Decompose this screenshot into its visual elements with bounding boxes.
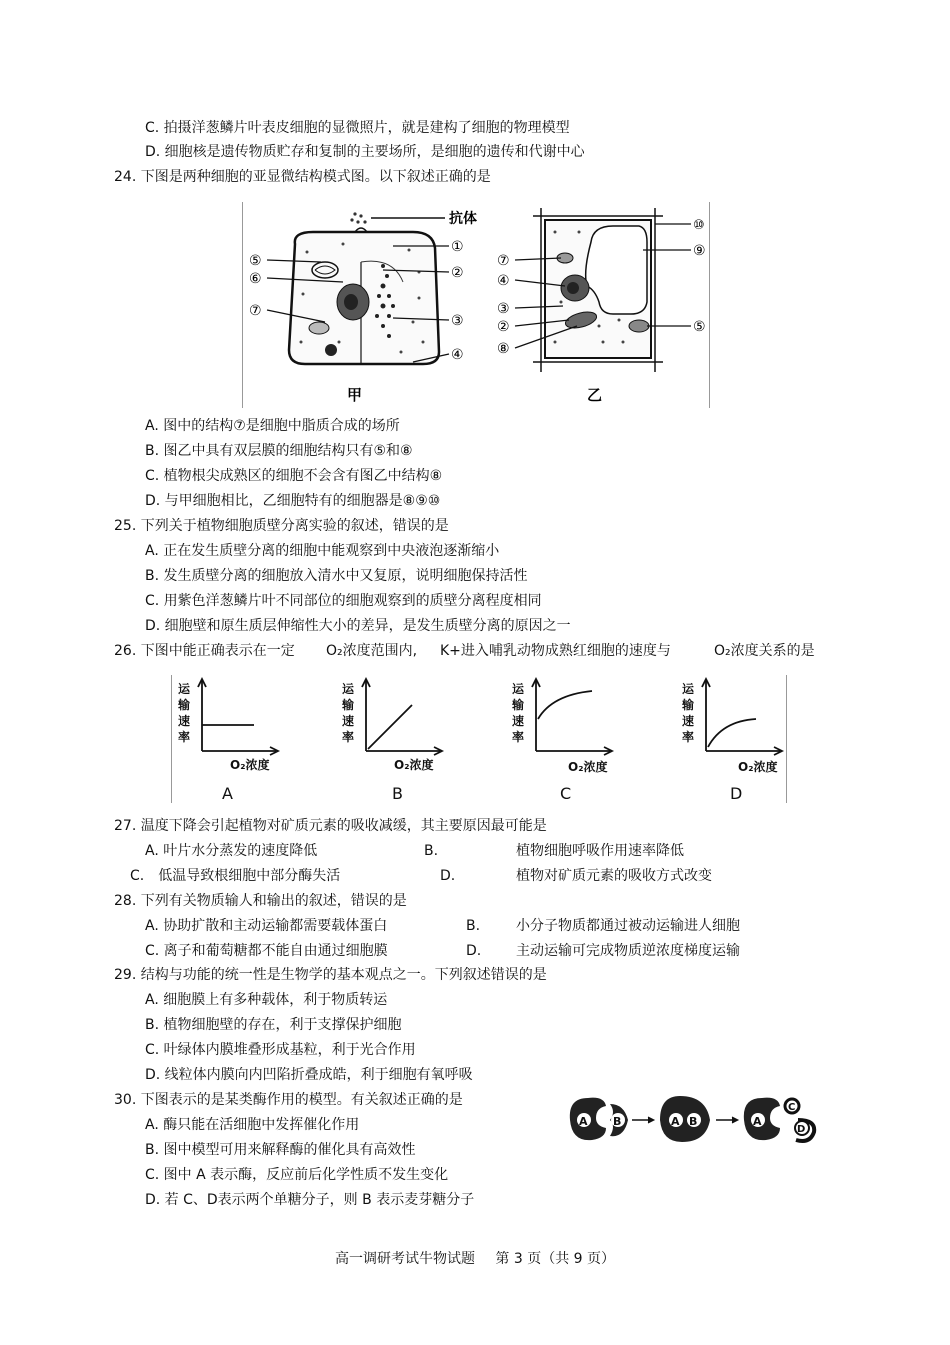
ylabel-char-2-2: 速 — [512, 714, 525, 728]
option-27b: 植物细胞呼吸作用速率降低 — [516, 843, 684, 859]
option-30c: C. 图中 A 表示酶，反应前后化学性质不发生变化 — [145, 1167, 449, 1183]
option-28d: 主动运输可完成物质逆浓度梯度运输 — [516, 943, 740, 959]
transport-rate-graphs — [172, 675, 786, 803]
option-29b: B. 植物细胞壁的存在，利于支撑保护细胞 — [145, 1017, 402, 1033]
question-26-part4: O₂浓度关系的是 — [714, 643, 815, 659]
question-30: 30. 下图表示的是某类酶作用的模型。有关叙述正确的是 — [114, 1092, 463, 1108]
enzyme-label-b2: B — [689, 1115, 698, 1128]
question-24: 24. 下图是两种细胞的亚显微结构模式图。以下叙述正确的是 — [114, 169, 491, 185]
caption-jia: 甲 — [347, 386, 363, 404]
label-yi-7: ⑦ — [497, 253, 510, 269]
footer-title: 高一调研考试牛物试题 — [334, 1251, 475, 1267]
option-30b: B. 图中模型可用来解释酶的催化具有高效性 — [145, 1142, 416, 1158]
question-25: 25. 下列关于植物细胞质壁分离实验的叙述，错误的是 — [114, 518, 449, 534]
option-24d: D. 与甲细胞相比，乙细胞特有的细胞器是⑧⑨⑩ — [145, 493, 441, 509]
label-jia-1: ① — [451, 239, 464, 255]
option-28c: C. 离子和葡萄糖都不能自由通过细胞膜 — [145, 943, 388, 959]
panel-label-a: A — [222, 784, 233, 803]
option-27b-letter: B. — [424, 843, 439, 859]
option-25a: A. 正在发生质壁分离的细胞中能观察到中央液泡逐渐缩小 — [145, 543, 500, 559]
ylabel-char-3-3: 率 — [682, 730, 695, 744]
xlabel-b: O₂浓度 — [394, 758, 434, 772]
option-29d: D. 线粒体内膜向内凹陷折叠成皓，利于细胞有氧呼吸 — [145, 1067, 473, 1083]
label-jia-5: ⑤ — [249, 253, 262, 269]
footer-page: 第 3 页（共 9 页） — [495, 1251, 616, 1267]
option-27d: 植物对矿质元素的吸收方式改变 — [516, 868, 712, 884]
panel-label-b: B — [392, 784, 403, 803]
option-24c: C. 植物根尖成熟区的细胞不会含有图乙中结构⑧ — [145, 468, 443, 484]
option-25c: C. 用紫色洋葱鳞片叶不同部位的细胞观察到的质壁分离程度相同 — [145, 593, 542, 609]
option-29c: C. 叶绿体内膜堆叠形成基粒，利于光合作用 — [145, 1042, 416, 1058]
label-yi-8: ⑧ — [497, 341, 510, 357]
ylabel-char-0-3: 率 — [178, 730, 191, 744]
label-yi-10: ⑩ — [693, 218, 705, 233]
option-30a: A. 酶只能在活细胞中发挥催化作用 — [145, 1117, 360, 1133]
option-25b: B. 发生质壁分离的细胞放入清水中又复原，说明细胞保持活性 — [145, 568, 528, 584]
question-29: 29. 结构与功能的统一性是生物学的基本观点之一。下列叙述错误的是 — [114, 967, 547, 983]
label-jia-2: ② — [451, 265, 464, 281]
option-23d: D. 细胞核是遗传物质贮存和复制的主要场所，是细胞的遗传和代谢中心 — [145, 144, 585, 160]
label-yi-5: ⑤ — [693, 319, 706, 335]
product-label-c: C — [788, 1102, 796, 1113]
ylabel-char-2-0: 运 — [512, 682, 525, 696]
ylabel-char-3-2: 速 — [682, 714, 695, 728]
label-jia-4: ④ — [451, 347, 464, 363]
panel-label-c: C — [560, 784, 572, 803]
ylabel-char-1-0: 运 — [342, 682, 355, 696]
option-29a: A. 细胞膜上有多种载体，利于物质转运 — [145, 992, 388, 1008]
figure-24-cells — [242, 202, 710, 408]
option-24a: A. 图中的结构⑦是细胞中脂质合成的场所 — [145, 418, 400, 434]
ylabel-char-1-2: 速 — [342, 714, 355, 728]
label-yi-4: ④ — [497, 273, 510, 289]
label-yi-3: ③ — [497, 301, 510, 317]
question-28: 28. 下列有关物质输人和输出的叙述，错误的是 — [114, 893, 407, 909]
label-yi-2: ② — [497, 319, 510, 335]
question-27: 27. 温度下降会引起植物对矿质元素的吸收减缓，其主要原因最可能是 — [114, 818, 547, 834]
ylabel-char-1-1: 输 — [342, 698, 355, 712]
option-28a: A. 协助扩散和主动运输都需要载体蛋白 — [145, 918, 388, 934]
xlabel-c: O₂浓度 — [568, 760, 608, 774]
question-26-part1: 26. 下图中能正确表示在一定 — [114, 643, 295, 659]
figure-26-graphs — [171, 675, 787, 803]
page-footer — [0, 1248, 950, 1268]
label-jia-3: ③ — [451, 313, 464, 329]
y-axis-labels — [177, 681, 695, 744]
option-28b-letter: B. — [466, 918, 481, 934]
ylabel-char-3-1: 输 — [682, 698, 695, 712]
enzyme-label-a1: A — [579, 1115, 588, 1128]
plant-cell — [497, 208, 706, 404]
label-yi-9: ⑨ — [693, 243, 706, 259]
caption-yi: 乙 — [587, 386, 603, 404]
option-27c: C. 低温导致根细胞中部分酶失活 — [130, 868, 341, 884]
product-label-d: D — [797, 1124, 806, 1135]
ylabel-char-3-0: 运 — [682, 682, 695, 696]
ylabel-char-0-0: 运 — [178, 682, 191, 696]
label-jia-7: ⑦ — [249, 303, 262, 319]
option-23c: C. 拍摄洋葱鳞片叶表皮细胞的显微照片，就是建构了细胞的物理模型 — [145, 120, 570, 136]
option-27a: A. 叶片水分蒸发的速度降低 — [145, 843, 318, 859]
label-jia-6: ⑥ — [249, 271, 262, 287]
figure-30-enzyme-model — [566, 1090, 822, 1148]
cell-diagrams — [243, 202, 709, 408]
enzyme-label-a3: A — [753, 1115, 762, 1128]
ylabel-char-2-1: 输 — [512, 698, 525, 712]
enzyme-label-a2: A — [671, 1115, 680, 1128]
enzyme-model — [566, 1090, 822, 1148]
question-26-part3: K+进入哺乳动物成熟红细胞的速度与 — [440, 643, 671, 659]
xlabel-a: O₂浓度 — [230, 758, 270, 772]
question-26-part2: O₂浓度范围内, — [326, 643, 418, 659]
ylabel-char-0-2: 速 — [178, 714, 191, 728]
option-25d: D. 细胞壁和原生质层伸缩性大小的差异，是发生质壁分离的原因之一 — [145, 618, 571, 634]
option-30d: D. 若 C、D表示两个单糖分子，则 B 表示麦芽糖分子 — [145, 1192, 475, 1208]
antibody-label: 抗体 — [449, 211, 477, 227]
panel-label-d: D — [730, 784, 743, 803]
enzyme-label-b1: B — [613, 1115, 622, 1128]
ylabel-char-1-3: 率 — [342, 730, 355, 744]
animal-cell — [249, 210, 477, 404]
option-28b: 小分子物质都通过被动运输进人细胞 — [516, 918, 740, 934]
option-27d-letter: D. — [440, 868, 456, 884]
ylabel-char-0-1: 输 — [178, 698, 191, 712]
xlabel-d: O₂浓度 — [738, 760, 778, 774]
option-24b: B. 图乙中具有双层膜的细胞结构只有⑤和⑧ — [145, 443, 413, 459]
option-28d-letter: D. — [466, 943, 482, 959]
ylabel-char-2-3: 率 — [512, 730, 525, 744]
